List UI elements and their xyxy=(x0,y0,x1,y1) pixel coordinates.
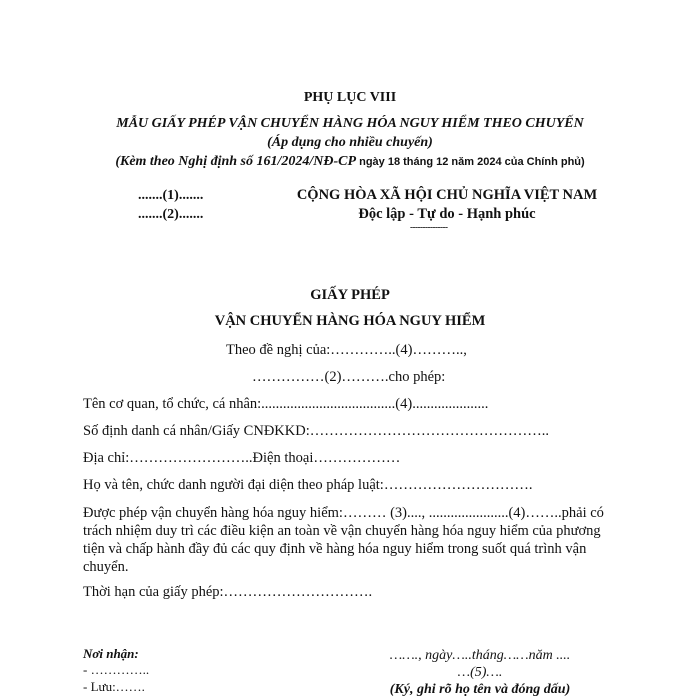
decree-reference xyxy=(0,154,700,170)
address-line: Địa chỉ:……………………..Điện thoại……………… xyxy=(83,450,401,466)
permit-line: ……………(2)……….cho phép: xyxy=(252,369,446,385)
representative-line: Họ và tên, chức danh người đại diện theo pháp luật:…………………………. xyxy=(83,477,533,493)
recipients-label: Nơi nhận: xyxy=(83,646,139,661)
decree-suffix: ngày 18 tháng 12 năm 2024 của Chính phủ) xyxy=(356,156,585,168)
id-line: Số định danh cá nhân/Giấy CNĐKKD:………………………………………….. xyxy=(83,423,549,439)
document-title: GIẤY PHÉP xyxy=(310,287,390,303)
recipient-2: - Lưu:……. xyxy=(83,679,145,694)
field-2: .......(2)....... xyxy=(138,207,204,222)
motto-underline: --------------- xyxy=(410,222,448,232)
signer-code: …(5)…. xyxy=(457,665,503,680)
applicability-note: (Áp dụng cho nhiều chuyến) xyxy=(267,135,433,150)
recipient-1: - ………….. xyxy=(83,662,150,677)
request-line: Theo đề nghị của:…………..(4)……….., xyxy=(226,342,467,358)
field-1: .......(1)....... xyxy=(138,188,204,203)
validity-line: Thời hạn của giấy phép:…………………………. xyxy=(83,584,373,600)
date-line: ……., ngày…..tháng……năm .... xyxy=(389,648,571,663)
permission-paragraph: Được phép vận chuyển hàng hóa nguy hiểm:……… (3)...., ......................(4)……..phải có trách nhiệm duy trì các điều kiện an toàn về vận chuyển hàng hóa nguy hiểm của phương tiện và chấp hành đầy đủ các quy định về hàng hóa nguy hiểm trong suốt quá trình vận chuyển. xyxy=(83,505,604,575)
appendix-title: PHỤ LỤC VIII xyxy=(303,90,397,105)
country-name: CỘNG HÒA XÃ HỘI CHỦ NGHĨA VIỆT NAM xyxy=(296,187,598,203)
decree-prefix: (Kèm theo Nghị định số 161/2024/NĐ-CP xyxy=(115,154,357,169)
form-title: MẪU GIẤY PHÉP VẬN CHUYỂN HÀNG HÓA NGUY HIỂM THEO CHUYẾN xyxy=(116,116,584,131)
organization-line: Tên cơ quan, tổ chức, cá nhân:.....................................(4)..................... xyxy=(83,396,489,412)
sign-note: (Ký, ghi rõ họ tên và đóng dấu) xyxy=(389,682,571,697)
document-subtitle: VẬN CHUYỂN HÀNG HÓA NGUY HIỂM xyxy=(214,313,486,329)
national-motto: Độc lập - Tự do - Hạnh phúc xyxy=(358,206,536,222)
